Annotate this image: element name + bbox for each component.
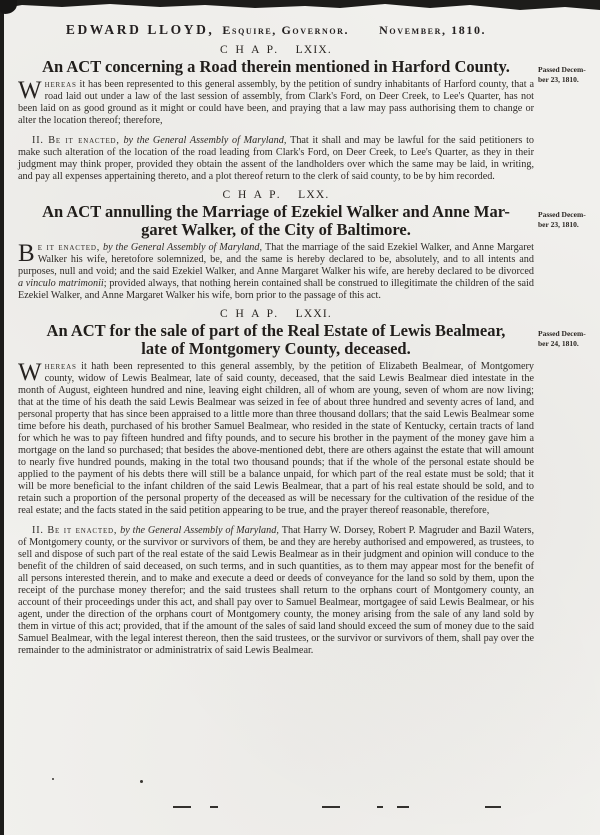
chapter-heading xyxy=(18,44,534,56)
chapter-heading xyxy=(18,189,534,201)
governor-name: EDWARD LLOYD, xyxy=(65,22,215,37)
scan-edge-left xyxy=(0,0,4,835)
chap-word: C H A P. xyxy=(220,308,280,320)
scan-speck-artifact xyxy=(52,778,54,780)
page-content xyxy=(18,22,586,657)
governor-style: Esquire, Governor. xyxy=(222,23,350,37)
chapter-lxxi xyxy=(18,308,586,657)
scan-dash-artifact xyxy=(322,806,340,808)
scan-dash-artifact xyxy=(397,806,409,808)
chap-numeral: LXIX. xyxy=(295,44,332,56)
scan-dash-artifact xyxy=(377,806,383,808)
margin-note-passed: Passed Decem- ber 24, 1810. xyxy=(538,329,586,348)
running-head xyxy=(18,22,534,38)
scan-speck-artifact xyxy=(140,780,143,783)
chap-numeral: LXXI. xyxy=(295,308,332,320)
scan-dash-artifact xyxy=(173,806,191,808)
drop-cap: W xyxy=(18,77,42,104)
act-title: An ACT concerning a Road therein mentioned in Harford County. xyxy=(42,57,510,76)
whereas-paragraph: Whereas it hath been represented to this general assembly, by the petition of Elizabeth Bealmear, of Montgomery county, widow of Lewis Bealmear, late of said county, deceased, that the said Lewis Bealmear died intestate in the month of August, eighteen hundred and nine, leaving eight children, all of whom are young, seven of whom are now living; that at the time of his death the said Lewis Bealmear was seized in fee of about three hundred and seventy acres of land, and personal property that has since been appraised to a little more than three thousand dollars; that the said Lewis Bealmear some time before his death, purchased of his brother Samuel Bealmear, who resided in the state of Kentucky, certain tracts of land for which he was to pay fifteen hundred and fifty pounds, and to secure his brother in the payment of the money gave him a mortgage on the land so purchased; that besides the above-mentioned debt, there are others against the estate that will amount to nearly five hundred pounds, making in the total two thousand pounds; that if the whole of the personal estate should be applied to the payment of his debts there will still be a balance unpaid, for which part of the real estate must be sold; that it will be more beneficial to the infant children of the said Lewis Bealmear, that a part of his real estate should be sold, and to retain such a proportion of the personal property of the deceased as will be necessary for the cultivation of the residue of the real estate; and the facts stated in the said petition appearing to be true, and the prayer thereof reasonable, therefore, xyxy=(18,359,534,516)
drop-cap: W xyxy=(18,359,42,386)
margin-note-passed: Passed Decem- ber 23, 1810. xyxy=(538,65,586,84)
whereas-paragraph: Whereas it has been represented to this general assembly, by the petition of sundry inhabitants of Harford county, that a road laid out under a law of the last session of assembly, from Clark's Ford, on Deer Creek, to Lee's Quarter, has not been laid on as good ground as it might or could have been, and praying that a law may pass authorising them to change or alter the location thereof; therefore, xyxy=(18,77,534,126)
scan-edge-top xyxy=(0,0,600,12)
chap-word: C H A P. xyxy=(220,44,280,56)
chapter-lxix xyxy=(18,44,586,183)
margin-note-passed: Passed Decem- ber 23, 1810. xyxy=(538,210,586,229)
session-date: November, 1810. xyxy=(379,23,487,37)
enacting-paragraph: II. Be it enacted, by the General Assembly of Maryland, That Harry W. Dorsey, Robert P. Magruder and Bazil Waters, of Montgomery county, or the survivor or survivors of them, be and they are hereby authorised and empowered, as trustees, to sell and dispose of such part of the real estate of the said Lewis Bealmear as in their judgment and opinion will conduce to the benefit of the children of said deceased, on such terms, and in such quantities, as to them may appear most for the benefit of all persons interested therein, and to make and execute a deed or deeds of conveyance for the land so sold by them, upon the receipt of the purchase money therefor; and the said trustees shall return to the orphans court of Montgomery county, an account of their proceedings under this act, and shall pay over to Samuel Bealmear, mortgagee of said Lewis Bealmear, or his agent, under the direction of the orphans court of Montgomery county, the money arising from the sale of any land sold by them in virtue of this act; provided, that if the amount of the sales of said land should exceed the sum of money due to the said Samuel Bealmear, with the legal interest thereon, then the said trustees, or the survivor or survivors of them, shall pay over the remainder to the administrator or administratrix of said Lewis Bealmear. xyxy=(18,525,534,656)
enacting-paragraph: II. Be it enacted, by the General Assembly of Maryland, That it shall and may be lawful for the said petitioners to make such alteration of the location of the road leading from Clark's Ford, on Deer Creek, to Lee's Quarter, as they in their judgment may think proper, provided they obtain the assent of the landholders over which the same may be laid, in writing, and pay all expenses appertaining thereto, and a plot thereof return to the clerk of said county, to be by him recorded. xyxy=(18,135,535,182)
chap-numeral: LXX. xyxy=(298,189,330,201)
scan-corner-artifact xyxy=(0,0,17,14)
chap-word: C H A P. xyxy=(222,189,283,201)
chapter-lxx xyxy=(18,189,586,302)
chapter-heading xyxy=(18,308,534,320)
drop-cap: B xyxy=(18,240,35,267)
scan-dash-artifact xyxy=(485,806,501,808)
enacting-paragraph: Be it enacted, by the General Assembly of Maryland, That the marriage of the said Ezekiel Walker, and Anne Margaret Walker his wife, heretofore solemnized, be, and the same is hereby declared to be, absolutely, and to all intents and purposes, null and void; and the said Ezekiel Walker, and Anne Margaret Walker his wife, are hereby declared to be divorced a vinculo matrimonii; provided always, that nothing herein contained shall be construed to illegitimate the children of the said Ezekiel Walker, and Anne Margaret Walker his wife, born prior to the passage of this act. xyxy=(18,240,534,301)
act-title: An ACT for the sale of part of the Real Estate of Lewis Bealmear, late of Montgomery County, deceased. xyxy=(46,321,506,358)
scan-dash-artifact xyxy=(210,806,218,808)
act-title: An ACT annulling the Marriage of Ezekiel Walker and Anne Mar- garet Walker, of the City of Baltimore. xyxy=(42,202,510,239)
